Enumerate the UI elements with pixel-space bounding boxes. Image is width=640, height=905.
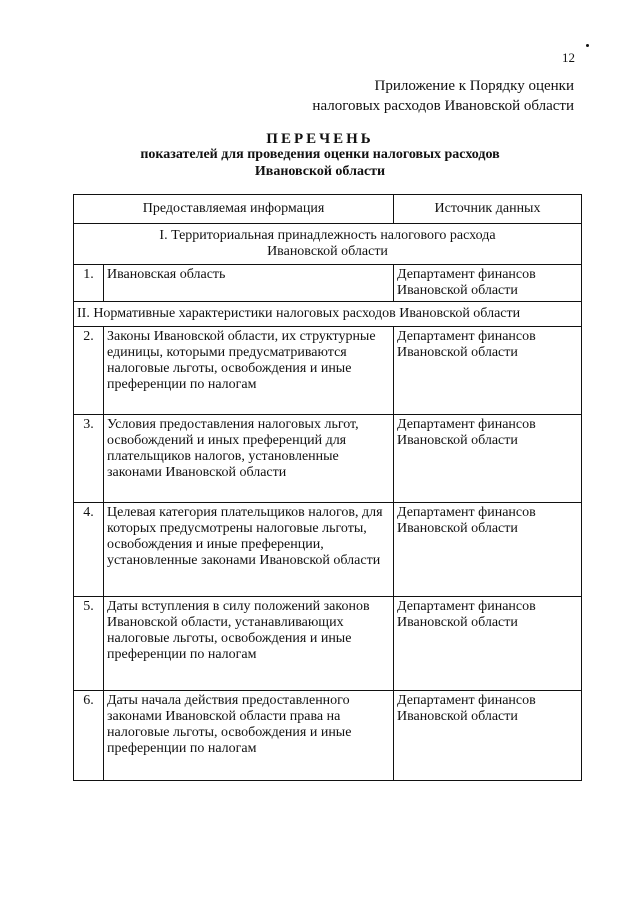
table-row bbox=[74, 597, 582, 691]
mark-dot bbox=[586, 44, 589, 47]
row-number: 6. bbox=[74, 691, 104, 781]
page-number: 12 bbox=[562, 50, 575, 65]
row-number: 5. bbox=[74, 597, 104, 691]
row-source: Департамент финансов Ивановской области bbox=[394, 327, 582, 415]
section-row bbox=[74, 302, 582, 327]
section-title-1: I. Территориальная принадлежность налогового расхода Ивановской области bbox=[74, 224, 582, 265]
table-row bbox=[74, 503, 582, 597]
table-row bbox=[74, 265, 582, 302]
subtitle-line-2: Ивановской области bbox=[254, 164, 386, 179]
header-info: Предоставляемая информация bbox=[74, 195, 394, 224]
appendix-line-1: Приложение к Порядку оценки bbox=[374, 78, 574, 94]
table-row bbox=[74, 691, 582, 781]
table-header-row bbox=[74, 195, 582, 224]
header-source: Источник данных bbox=[394, 195, 582, 224]
subtitle-line-1: показателей для проведения оценки налоговых расходов bbox=[140, 147, 500, 162]
row-info: Даты вступления в силу положений законов Ивановской области, устанавливающих налоговые льготы, освобождения и иные преференции по налогам bbox=[104, 597, 394, 691]
table-row bbox=[74, 415, 582, 503]
section-row bbox=[74, 224, 582, 265]
row-number: 2. bbox=[74, 327, 104, 415]
row-number: 4. bbox=[74, 503, 104, 597]
row-number: 1. bbox=[74, 265, 104, 302]
row-source: Департамент финансов Ивановской области bbox=[394, 503, 582, 597]
appendix-line-2: налоговых расходов Ивановской области bbox=[312, 98, 574, 114]
section-title-2: II. Нормативные характеристики налоговых расходов Ивановской области bbox=[74, 302, 582, 327]
row-info: Условия предоставления налоговых льгот, освобождений и иных преференций для плательщиков налогов, установленные законами Ивановской области bbox=[104, 415, 394, 503]
document-subtitle bbox=[0, 146, 640, 180]
row-source: Департамент финансов Ивановской области bbox=[394, 415, 582, 503]
row-source: Департамент финансов Ивановской области bbox=[394, 597, 582, 691]
indicators-table bbox=[73, 194, 582, 781]
row-info: Даты начала действия предоставленного законами Ивановской области права на налоговые льготы, освобождения и иные преференции по налогам bbox=[104, 691, 394, 781]
appendix-note bbox=[312, 76, 574, 116]
row-number: 3. bbox=[74, 415, 104, 503]
row-info: Ивановская область bbox=[104, 265, 394, 302]
document-title: ПЕРЕЧЕНЬ bbox=[266, 131, 374, 147]
row-info: Законы Ивановской области, их структурные единицы, которыми предусматриваются налоговые льготы, освобождения и иные преференции по налогам bbox=[104, 327, 394, 415]
row-source: Департамент финансов Ивановской области bbox=[394, 265, 582, 302]
row-info: Целевая категория плательщиков налогов, для которых предусмотрены налоговые льготы, освобождения и иные преференции, установленные законами Ивановской области bbox=[104, 503, 394, 597]
table-row bbox=[74, 327, 582, 415]
row-source: Департамент финансов Ивановской области bbox=[394, 691, 582, 781]
